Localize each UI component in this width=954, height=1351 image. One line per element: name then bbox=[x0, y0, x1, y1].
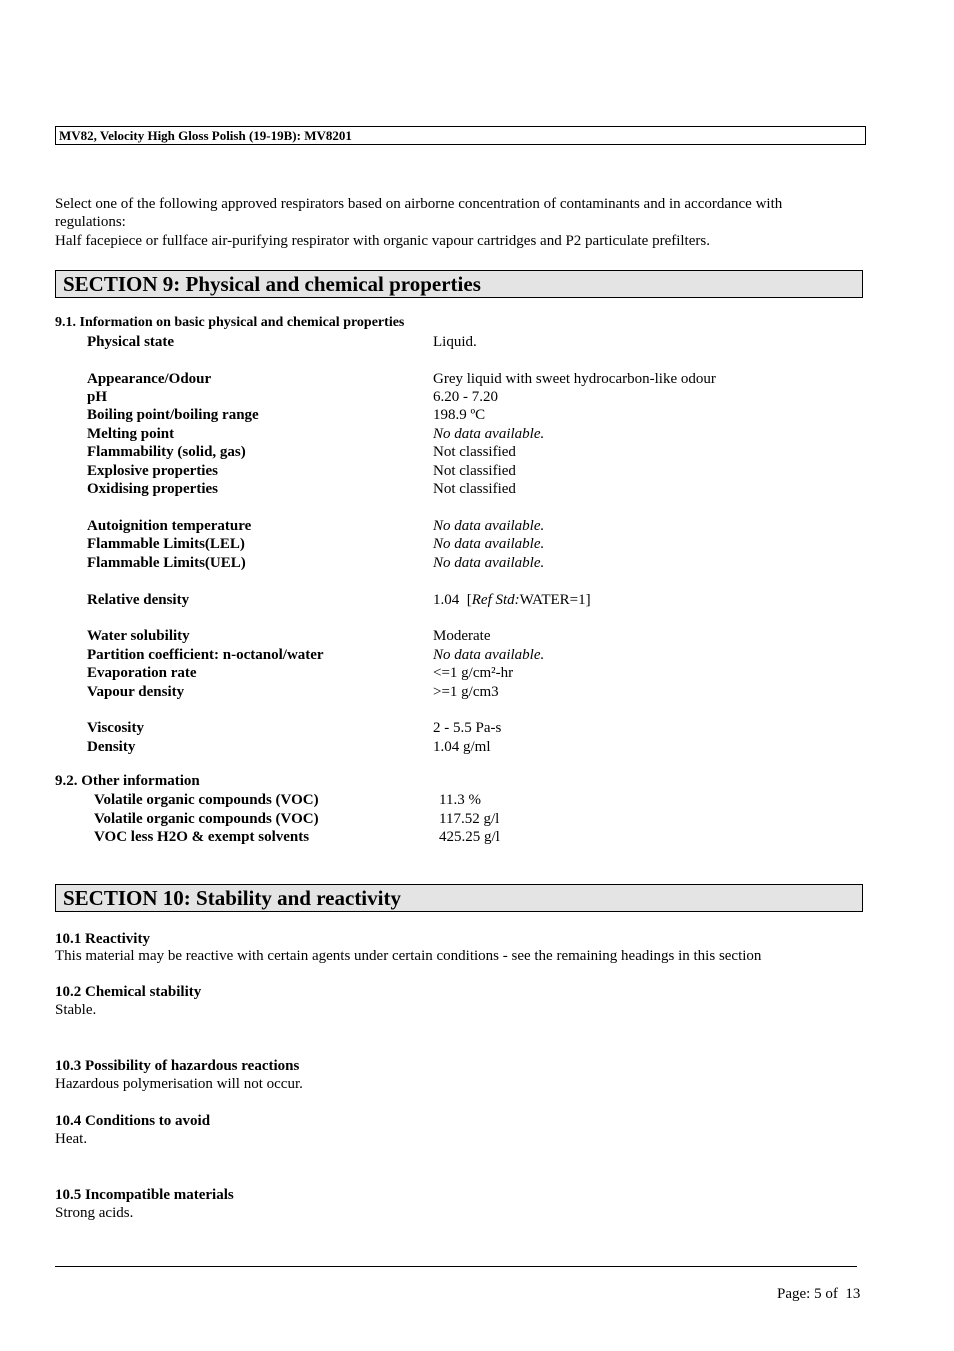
section-10-4-text: Heat. bbox=[55, 1131, 88, 1147]
property-value: Not classified bbox=[433, 444, 516, 460]
section-10-2-heading: 10.2 Chemical stability bbox=[55, 984, 202, 1000]
property-value: No data available. bbox=[433, 536, 545, 552]
property-value: No data available. bbox=[433, 426, 545, 442]
property-label: Flammability (solid, gas) bbox=[87, 444, 246, 460]
property-value: Moderate bbox=[433, 628, 491, 644]
property-row bbox=[87, 683, 887, 701]
product-title: MV82, Velocity High Gloss Polish (19-19B): MV8201 bbox=[59, 128, 352, 143]
property-value: 1.04 [Ref Std:WATER=1] bbox=[433, 592, 591, 608]
property-label: Oxidising properties bbox=[87, 481, 218, 497]
footer-divider bbox=[55, 1266, 857, 1267]
property-value: <=1 g/cm²-hr bbox=[433, 665, 514, 681]
property-label: Flammable Limits(UEL) bbox=[87, 555, 246, 571]
property-label: Flammable Limits(LEL) bbox=[87, 536, 245, 552]
property-label: Density bbox=[87, 739, 136, 755]
section-10-header bbox=[55, 884, 863, 912]
property-label: Autoignition temperature bbox=[87, 518, 252, 534]
property-value: Not classified bbox=[433, 481, 516, 497]
other-info-value: 117.52 g/l bbox=[439, 811, 500, 827]
property-row bbox=[87, 738, 887, 756]
section-10-4-heading: 10.4 Conditions to avoid bbox=[55, 1113, 211, 1129]
other-info-label: VOC less H2O & exempt solvents bbox=[94, 829, 310, 845]
property-row bbox=[87, 627, 887, 645]
property-row bbox=[87, 370, 887, 388]
property-label: Boiling point/boiling range bbox=[87, 407, 259, 423]
property-value: Not classified bbox=[433, 463, 516, 479]
section-10-3-heading: 10.3 Possibility of hazardous reactions bbox=[55, 1058, 300, 1074]
property-label: Relative density bbox=[87, 592, 190, 608]
property-label: Vapour density bbox=[87, 684, 185, 700]
property-value: 198.9 ºC bbox=[433, 407, 486, 423]
property-row bbox=[87, 719, 887, 737]
property-row bbox=[87, 517, 887, 535]
property-row bbox=[87, 462, 887, 480]
section-9-title: SECTION 9: Physical and chemical properties bbox=[63, 272, 481, 296]
property-row bbox=[87, 646, 887, 664]
property-label: Water solubility bbox=[87, 628, 190, 644]
property-value: No data available. bbox=[433, 647, 545, 663]
property-value: No data available. bbox=[433, 518, 545, 534]
property-value: Liquid. bbox=[433, 334, 477, 350]
property-row bbox=[87, 425, 887, 443]
property-value: 2 - 5.5 Pa-s bbox=[433, 720, 502, 736]
property-label: Evaporation rate bbox=[87, 665, 197, 681]
section-10-2-text: Stable. bbox=[55, 1002, 97, 1018]
property-label: Explosive properties bbox=[87, 463, 218, 479]
property-row bbox=[87, 480, 887, 498]
property-row bbox=[87, 591, 887, 609]
other-info-label: Volatile organic compounds (VOC) bbox=[94, 792, 319, 808]
property-value: No data available. bbox=[433, 555, 545, 571]
property-label: Melting point bbox=[87, 426, 175, 442]
respirator-text-line1: Select one of the following approved respirators based on airborne concentration of contaminants and in accordance with bbox=[55, 196, 783, 212]
other-info-row bbox=[94, 791, 884, 809]
other-info-row bbox=[94, 810, 884, 828]
section-10-title: SECTION 10: Stability and reactivity bbox=[63, 886, 401, 910]
page-number: Page: 5 of 13 bbox=[777, 1286, 861, 1302]
respirator-text-line3: Half facepiece or fullface air-purifying respirator with organic vapour cartridges and P2 particulate prefilters. bbox=[55, 233, 710, 249]
other-info-label: Volatile organic compounds (VOC) bbox=[94, 811, 319, 827]
property-value: >=1 g/cm3 bbox=[433, 684, 499, 700]
property-row bbox=[87, 406, 887, 424]
section-10-5-text: Strong acids. bbox=[55, 1205, 134, 1221]
property-value: 1.04 g/ml bbox=[433, 739, 491, 755]
other-info-row bbox=[94, 828, 884, 846]
section-10-1-heading: 10.1 Reactivity bbox=[55, 931, 150, 947]
property-label: pH bbox=[87, 389, 108, 405]
property-row bbox=[87, 535, 887, 553]
property-label: Viscosity bbox=[87, 720, 144, 736]
section-10-3-text: Hazardous polymerisation will not occur. bbox=[55, 1076, 303, 1092]
property-label: Partition coefficient: n-octanol/water bbox=[87, 647, 324, 663]
respirator-text-line2: regulations: bbox=[55, 214, 126, 230]
section-10-1-text: This material may be reactive with certain agents under certain conditions - see the remaining headings in this section bbox=[55, 948, 762, 964]
property-row bbox=[87, 388, 887, 406]
subsection-9-2-heading: 9.2. Other information bbox=[55, 773, 200, 789]
property-value: Grey liquid with sweet hydrocarbon-like odour bbox=[433, 371, 716, 387]
document-header bbox=[55, 126, 866, 145]
section-10-5-heading: 10.5 Incompatible materials bbox=[55, 1187, 234, 1203]
property-row bbox=[87, 664, 887, 682]
other-info-value: 11.3 % bbox=[439, 792, 481, 808]
property-row bbox=[87, 554, 887, 572]
subsection-9-1-heading: 9.1. Information on basic physical and chemical properties bbox=[55, 315, 405, 330]
property-row bbox=[87, 333, 887, 351]
section-9-header bbox=[55, 270, 863, 298]
property-row bbox=[87, 443, 887, 461]
property-label: Appearance/Odour bbox=[87, 371, 212, 387]
other-info-value: 425.25 g/l bbox=[439, 829, 500, 845]
property-value: 6.20 - 7.20 bbox=[433, 389, 498, 405]
property-label: Physical state bbox=[87, 334, 175, 350]
